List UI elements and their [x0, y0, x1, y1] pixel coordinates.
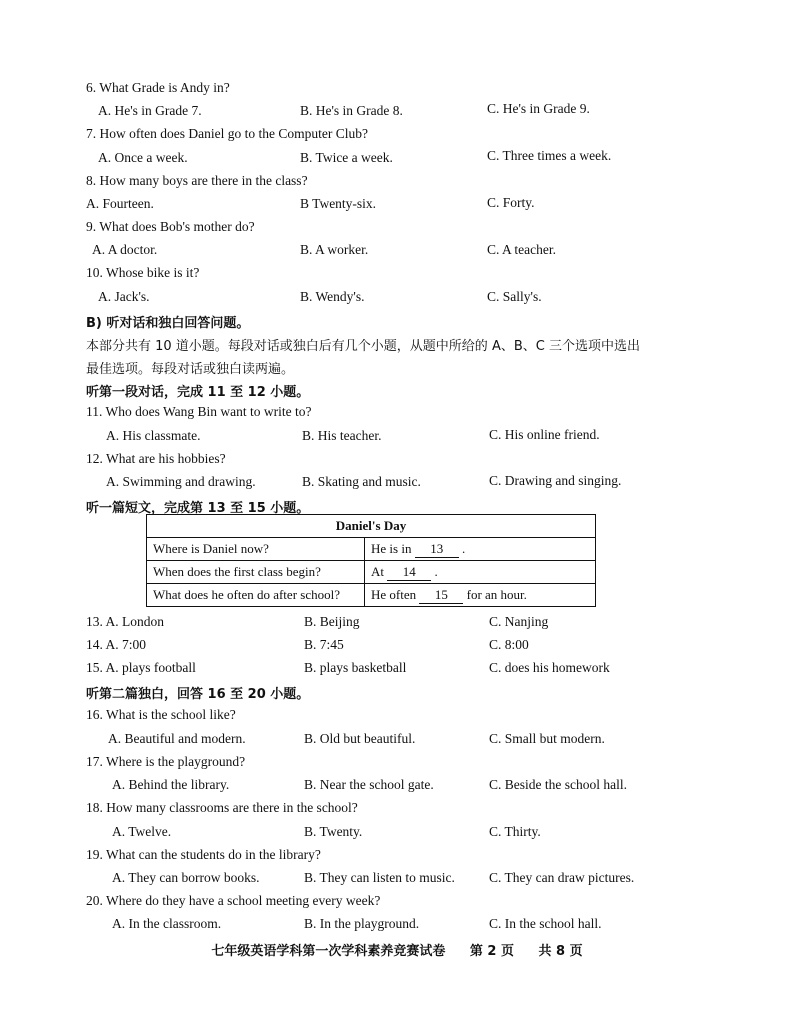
q18-option-b: B. Twenty.: [304, 824, 363, 839]
essay-heading: 听一篇短文，完成第 13 至 15 小题。: [86, 501, 310, 516]
question-18: 18. How many classrooms are there in the school?: [86, 800, 358, 815]
question-11: 11. Who does Wang Bin want to write to?: [86, 404, 312, 419]
answer-prefix: At: [371, 563, 384, 579]
section-b-instructions-2: 最佳选项。每段对话或独白读两遍。: [86, 362, 295, 377]
q15-option-a: 15. A. plays football: [86, 660, 196, 675]
answer-suffix: .: [434, 563, 438, 579]
page-footer: [0, 940, 794, 959]
q10-option-a: A. Jack's.: [98, 289, 150, 304]
q11-option-c: C. His online friend.: [489, 427, 600, 442]
question-8: 8. How many boys are there in the class?: [86, 173, 308, 188]
q8-option-c: C. Forty.: [487, 195, 535, 210]
q12-option-c: C. Drawing and singing.: [489, 473, 622, 488]
section-b-title: B) 听对话和独白回答问题。: [86, 316, 250, 331]
q6-option-b: B. He's in Grade 8.: [300, 103, 403, 118]
table-question-3: What does he often do after school?: [147, 584, 365, 607]
blank-14: 14: [387, 564, 431, 581]
table-answer-1: [365, 538, 596, 561]
table-row: [147, 538, 596, 561]
q7-option-c: C. Three times a week.: [487, 148, 612, 163]
q9-option-c: C. A teacher.: [487, 242, 556, 257]
table-question-1: Where is Daniel now?: [147, 538, 365, 561]
question-17: 17. Where is the playground?: [86, 754, 246, 769]
q13-option-b: B. Beijing: [304, 614, 360, 629]
dialog-1-heading: 听第一段对话，完成 11 至 12 小题。: [86, 385, 310, 400]
question-20: 20. Where do they have a school meeting every week?: [86, 893, 381, 908]
q16-option-a: A. Beautiful and modern.: [108, 731, 246, 746]
q6-option-a: A. He's in Grade 7.: [98, 103, 202, 118]
question-9: 9. What does Bob's mother do?: [86, 219, 255, 234]
q12-option-a: A. Swimming and drawing.: [106, 474, 256, 489]
monologue-2-heading: 听第二篇独白，回答 16 至 20 小题。: [86, 687, 310, 702]
q10-option-b: B. Wendy's.: [300, 289, 365, 304]
footer-total-pages: 共 8 页: [538, 944, 583, 959]
q15-option-c: C. does his homework: [489, 660, 610, 675]
q8-option-b: B Twenty-six.: [300, 196, 377, 211]
q16-option-b: B. Old but beautiful.: [304, 731, 416, 746]
q19-option-c: C. They can draw pictures.: [489, 870, 635, 885]
answer-suffix: for an hour.: [466, 586, 527, 602]
q8-option-a: A. Fourteen.: [86, 196, 154, 211]
q19-option-b: B. They can listen to music.: [304, 870, 455, 885]
answer-suffix: .: [461, 540, 466, 556]
question-16: 16. What is the school like?: [86, 707, 236, 722]
table-row: [147, 561, 596, 584]
q9-option-a: A. A doctor.: [92, 242, 158, 257]
table-question-2: When does the first class begin?: [147, 561, 365, 584]
blank-13: 13: [415, 541, 459, 558]
q10-option-c: C. Sally's.: [487, 289, 542, 304]
q6-option-c: C. He's in Grade 9.: [487, 101, 590, 116]
answer-prefix: He is in: [371, 540, 412, 556]
question-7: 7. How often does Daniel go to the Computer Club?: [86, 126, 368, 141]
table-row: [147, 584, 596, 607]
section-b-instructions-1: 本部分共有 10 道小题。每段对话或独白后有几个小题，从题中所给的 A、B、C 三个选项中选出: [86, 339, 640, 354]
q19-option-a: A. They can borrow books.: [112, 870, 260, 885]
q14-option-a: 14. A. 7:00: [86, 637, 147, 652]
q7-option-a: A. Once a week.: [98, 150, 188, 165]
q13-option-c: C. Nanjing: [489, 614, 549, 629]
q9-option-b: B. A worker.: [300, 242, 369, 257]
table-answer-2: [365, 561, 596, 584]
q11-option-b: B. His teacher.: [302, 428, 382, 443]
q12-option-b: B. Skating and music.: [302, 474, 421, 489]
q16-option-c: C. Small but modern.: [489, 731, 605, 746]
q11-option-a: A. His classmate.: [106, 428, 201, 443]
question-6: 6. What Grade is Andy in?: [86, 80, 230, 95]
q20-option-c: C. In the school hall.: [489, 916, 602, 931]
footer-exam-title: 七年级英语学科第一次学科素养竞赛试卷: [211, 944, 446, 959]
q17-option-a: A. Behind the library.: [112, 777, 230, 792]
table-title: Daniel's Day: [147, 515, 596, 538]
q18-option-a: A. Twelve.: [112, 824, 172, 839]
q17-option-b: B. Near the school gate.: [304, 777, 434, 792]
q17-option-c: C. Beside the school hall.: [489, 777, 627, 792]
question-19: 19. What can the students do in the library?: [86, 847, 321, 862]
question-10: 10. Whose bike is it?: [86, 265, 200, 280]
q18-option-c: C. Thirty.: [489, 824, 541, 839]
daniels-day-table: [146, 514, 596, 607]
q7-option-b: B. Twice a week.: [300, 150, 393, 165]
q14-option-b: B. 7:45: [304, 637, 344, 652]
table-answer-3: [365, 584, 596, 607]
footer-page-number: 第 2 页: [469, 944, 514, 959]
blank-15: 15: [419, 587, 463, 604]
question-12: 12. What are his hobbies?: [86, 451, 226, 466]
q20-option-a: A. In the classroom.: [112, 916, 222, 931]
answer-prefix: He often: [371, 586, 417, 602]
q14-option-c: C. 8:00: [489, 637, 529, 652]
q13-option-a: 13. A. London: [86, 614, 165, 629]
q20-option-b: B. In the playground.: [304, 916, 420, 931]
q15-option-b: B. plays basketball: [304, 660, 407, 675]
